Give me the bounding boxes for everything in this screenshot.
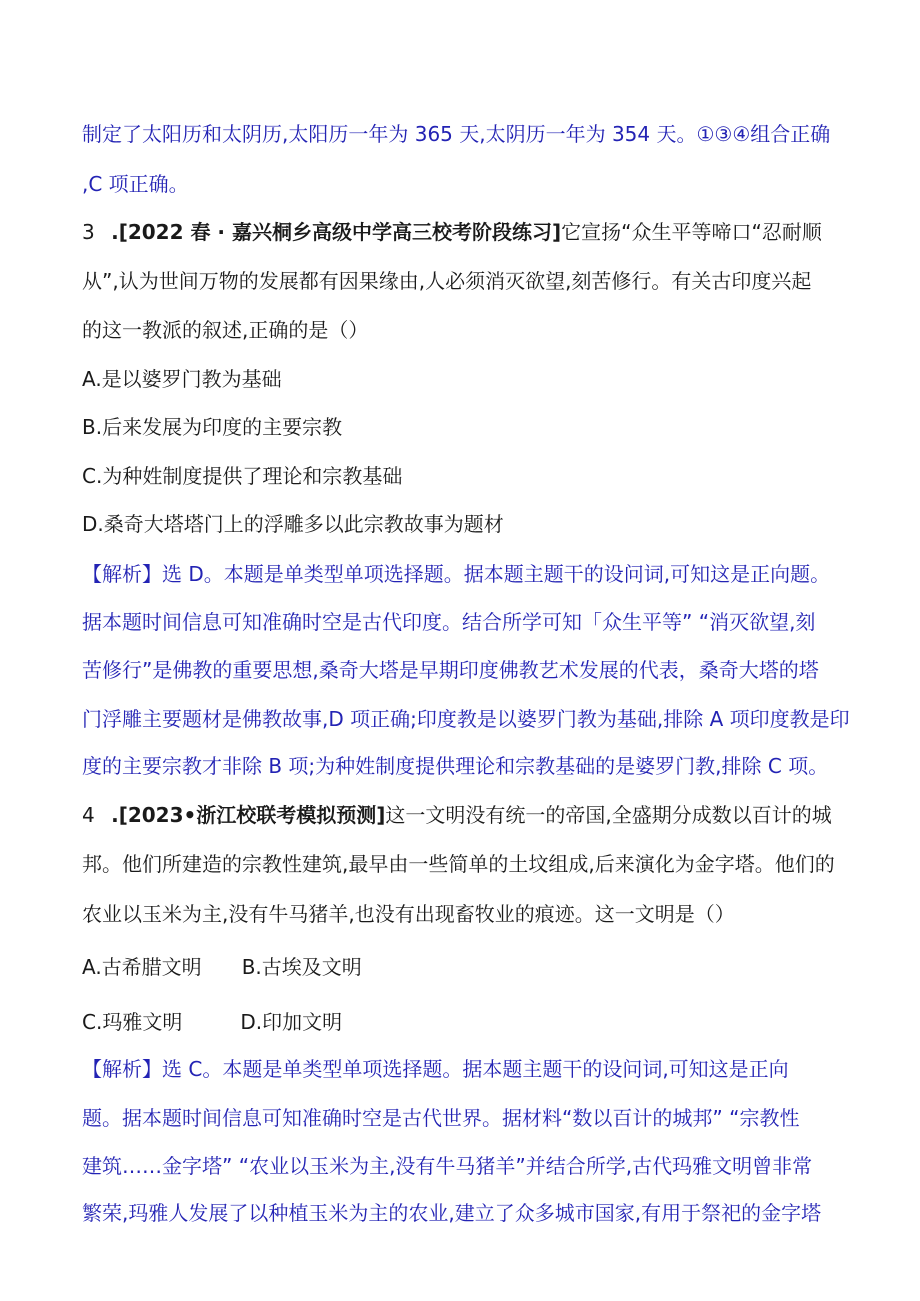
q4-stem-line-2: 邦。他们所建造的宗教性建筑,最早由一些简单的土坟组成,后来演化为金字塔。他们的 xyxy=(82,852,835,876)
q4-analysis-line-1: 【解析】选 C。本题是单类型单项选择题。据本题主题干的设问词,可知这是正向 xyxy=(82,1057,789,1081)
q3-stem-line-2: 从”,认为世间万物的发展都有因果缘由,人必须消灭欲望,刻苦修行。有关古印度兴起 xyxy=(82,269,812,293)
q4-stem-text: 这一文明没有统一的帝国,全盛期分成数以百计的城 xyxy=(385,803,832,827)
q3-source: .[2022 春 · 嘉兴桐乡高级中学高三校考阶段练习] xyxy=(111,220,562,244)
q3-option-d: D.桑奇大塔塔门上的浮雕多以此宗教故事为题材 xyxy=(82,512,504,536)
q4-options-row-1 xyxy=(82,953,362,981)
q4-source: .[2023•浙江校联考模拟预测] xyxy=(111,803,386,827)
q4-analysis-line-2: 题。据本题时间信息可知准确时空是古代世界。据材料“数以百计的城邦” “宗教性 xyxy=(82,1106,800,1130)
q4-option-d: D.印加文明 xyxy=(240,1010,343,1034)
q3-number: 3 xyxy=(82,220,95,244)
q3-analysis-line-1: 【解析】选 D。本题是单类型单项选择题。据本题主题干的设问词,可知这是正向题。 xyxy=(82,562,831,586)
q3-analysis-line-5: 度的主要宗教才非除 B 项;为种姓制度提供理论和宗教基础的是婆罗门教,排除 C 项。 xyxy=(82,754,829,778)
q3-stem-line-3: 的这一教派的叙述,正确的是（） xyxy=(82,318,369,342)
q3-option-b: B.后来发展为印度的主要宗教 xyxy=(82,415,343,439)
q3-analysis-line-3: 苦修行”是佛教的重要思想,桑奇大塔是早期印度佛教艺术发展的代表，桑奇大塔的塔 xyxy=(82,658,819,682)
q4-options-row-2 xyxy=(82,1008,342,1036)
q3-stem-line-1 xyxy=(82,218,822,246)
q4-analysis-line-4: 繁荣,玛雅人发展了以种植玉米为主的农业,建立了众多城市国家,有用于祭祀的金字塔 xyxy=(82,1201,822,1225)
q3-stem-text: 它宣扬“众生平等啼口“忍耐顺 xyxy=(561,220,822,244)
q4-number: 4 xyxy=(82,803,95,827)
q4-option-b: B.古埃及文明 xyxy=(241,955,362,979)
q4-option-a: A.古希腊文明 xyxy=(82,955,202,979)
prev-analysis-line-2: ,C 项正确。 xyxy=(82,172,189,196)
q3-option-c: C.为种姓制度提供了理论和宗教基础 xyxy=(82,464,403,488)
prev-analysis-line-1: 制定了太阳历和太阴历,太阳历一年为 365 天,太阴历一年为 354 天。①③④组合正确 xyxy=(82,122,831,146)
q3-analysis-line-4: 门浮雕主要题材是佛教故事,D 项正确;印度教是以婆罗门教为基础,排除 A 项印度教是印 xyxy=(82,707,850,731)
q4-stem-line-3: 农业以玉米为主,没有牛马猪羊,也没有出现畜牧业的痕迹。这一文明是（） xyxy=(82,902,735,926)
q4-analysis-line-3: 建筑……金字塔” “农业以玉米为主,没有牛马猪羊”并结合所学,古代玛雅文明曾非常 xyxy=(82,1154,813,1178)
q3-option-a: A.是以婆罗门教为基础 xyxy=(82,367,282,391)
q4-stem-line-1 xyxy=(82,801,832,829)
q3-analysis-line-2: 据本题时间信息可知准确时空是古代印度。结合所学可知「众生平等” “消灭欲望,刻 xyxy=(82,610,816,634)
q4-option-c: C.玛雅文明 xyxy=(82,1010,183,1034)
